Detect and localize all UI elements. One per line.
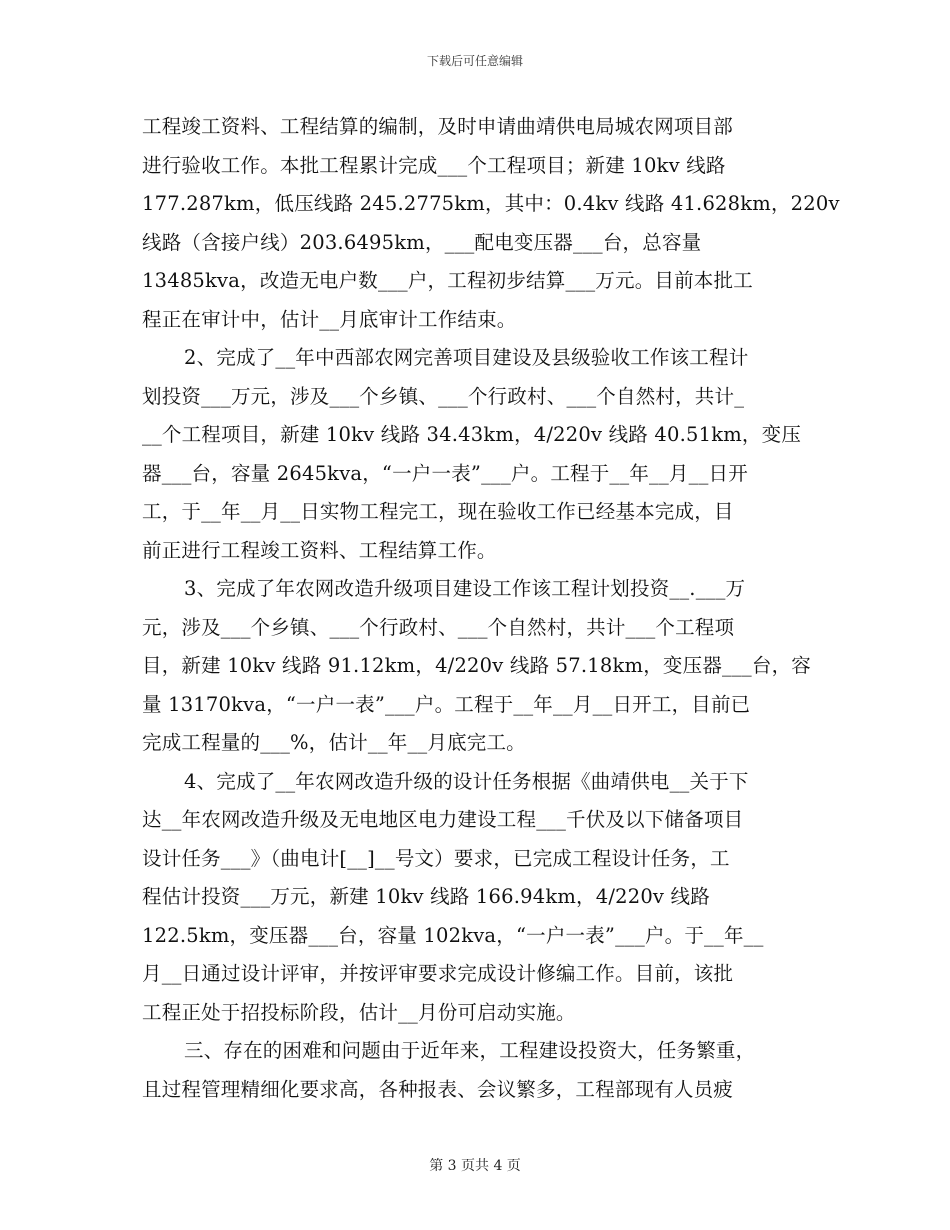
text-line: 划投资___万元，涉及___个乡镇、___个行政村、___个自然村，共计_ (142, 384, 745, 408)
paragraph-start-line: 3、完成了年农网改造升级项目建设工作该工程计划投资__.___万 (184, 577, 746, 600)
paragraph-start-line: 三、存在的困难和问题由于近年来，工程建设投资大，任务繁重， (184, 1039, 756, 1062)
page-footer: 第 3 页共 4 页 (429, 1158, 521, 1174)
text-line: __个工程项目，新建 10kv 线路 34.43km，4/220v 线路 40.51km，变压 (142, 423, 802, 446)
text-line: 工程竣工资料、工程结算的编制，及时申请曲靖供电局城农网项目部 (142, 115, 734, 138)
text-line: 元，涉及___个乡镇、___个行政村、___个自然村，共计___个工程项 (142, 615, 735, 639)
text-line: 达__年农网改造升级及无电地区电力建设工程___千伏及以下储备项目 (142, 808, 744, 831)
text-line: 前正进行工程竣工资料、工程结算工作。 (142, 538, 497, 562)
text-line: 程正在审计中，估计__月底审计工作结束。 (142, 307, 517, 331)
text-line: 月__日通过设计评审，并按评审要求完成设计修编工作。目前，该批 (142, 962, 734, 985)
text-line: 177.287km，低压线路 245.2775km，其中：0.4kv 线路 41.628km，220v (142, 192, 840, 215)
text-line: 13485kva，改造无电户数___户，工程初步结算___万元。目前本批工 (142, 269, 753, 292)
text-line: 设计任务___》（曲电计[__]__号文）要求，已完成工程设计任务，工 (142, 846, 730, 870)
text-line: 且过程管理精细化要求高，各种报表、会议繁多，工程部现有人员疲 (142, 1077, 734, 1101)
text-line: 量 13170kva，“一户一表”___户。工程于__年__月__日开工，目前已 (142, 692, 751, 716)
text-line: 工，于__年__月__日实物工程完工，现在验收工作已经基本完成，目 (142, 500, 734, 523)
page-header: 下载后可任意编辑 (426, 54, 523, 68)
text-line: 122.5km，变压器___台，容量 102kva，“一户一表”___户。于__年__ (142, 923, 764, 947)
text-line: 目，新建 10kv 线路 91.12km，4/220v 线路 57.18km，变压器___台，容 (142, 654, 811, 677)
text-line: 进行验收工作。本批工程累计完成___个工程项目；新建 10kv 线路 (142, 153, 726, 177)
text-line: 程估计投资___万元，新建 10kv 线路 166.94km，4/220v 线路 (142, 885, 710, 908)
text-line: 完成工程量的___%，估计__年__月底完工。 (142, 731, 526, 754)
text-line: 工程正处于招投标阶段，估计__月份可启动实施。 (142, 1000, 576, 1024)
text-line: 线路（含接户线）203.6495km，___配电变压器___台，总容量 (142, 230, 702, 254)
paragraph-start-line: 2、完成了__年中西部农网完善项目建设及县级验收工作该工程计 (184, 346, 749, 369)
paragraph-start-line: 4、完成了__年农网改造升级的设计任务根据《曲靖供电__关于下 (184, 769, 749, 793)
text-line: 器___台，容量 2645kva，“一户一表”___户。工程于__年__月__日开 (142, 461, 748, 485)
document-body (142, 108, 840, 1109)
